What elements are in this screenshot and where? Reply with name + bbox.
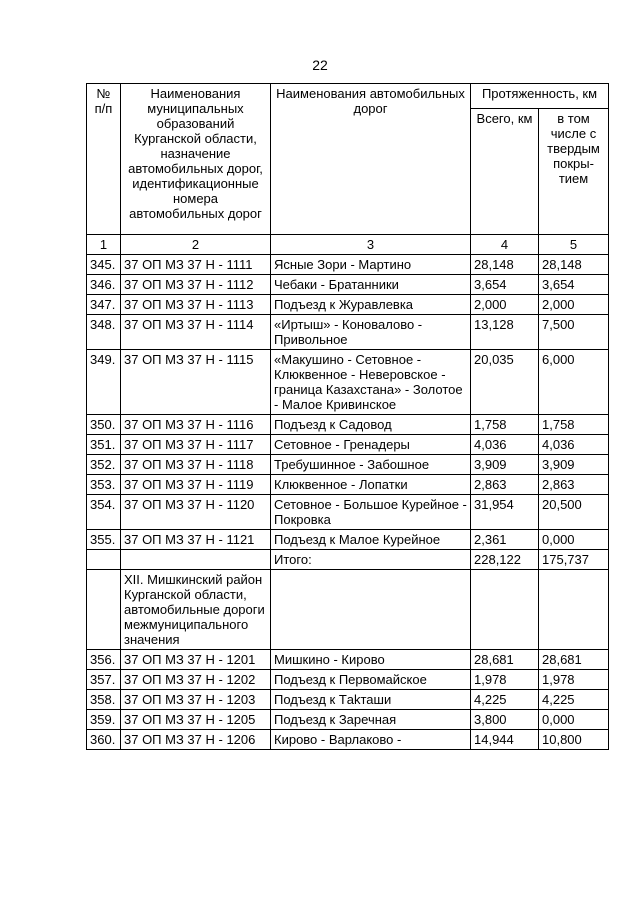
road-id: 37 ОП МЗ 37 Н - 1112 [121, 275, 271, 295]
road-id: 37 ОП МЗ 37 Н - 1113 [121, 295, 271, 315]
road-name: Сетовное - Гренадеры [271, 435, 471, 455]
table-row [87, 315, 609, 350]
roads-table [86, 83, 609, 750]
table-row [87, 295, 609, 315]
section-title: XII. Мишкинский район Курганской области, автомобильные дороги межмуниципального значения [121, 570, 271, 650]
table-row [87, 730, 609, 750]
length-hard-surface: 6,000 [539, 350, 609, 415]
length-hard-surface: 0,000 [539, 710, 609, 730]
road-name: Требушинное - Забошное [271, 455, 471, 475]
column-index: 2 [121, 235, 271, 255]
header-municipality: Наименования муниципальных образований Курганской области, назначение автомобильных дорог, идентификационные номера автомобильных дорог [121, 84, 271, 235]
road-id: 37 ОП МЗ 37 Н - 1111 [121, 255, 271, 275]
length-hard-surface: 2,000 [539, 295, 609, 315]
road-id: 37 ОП МЗ 37 Н - 1121 [121, 530, 271, 550]
row-number: 345. [87, 255, 121, 275]
header-total: Всего, км [471, 109, 539, 235]
road-name: Чебаки - Братанники [271, 275, 471, 295]
table-row [87, 455, 609, 475]
row-number: 356. [87, 650, 121, 670]
row-number: 359. [87, 710, 121, 730]
length-total: 13,128 [471, 315, 539, 350]
road-id: 37 ОП МЗ 37 Н - 1116 [121, 415, 271, 435]
length-total: 28,681 [471, 650, 539, 670]
table-row [87, 710, 609, 730]
header-hard-surface: в том числе с твердым покры-тием [539, 109, 609, 235]
length-hard-surface: 3,909 [539, 455, 609, 475]
row-number: 354. [87, 495, 121, 530]
table-row [87, 650, 609, 670]
table-row [87, 495, 609, 530]
road-id: 37 ОП МЗ 37 Н - 1201 [121, 650, 271, 670]
length-hard-surface: 0,000 [539, 530, 609, 550]
length-hard-surface: 28,681 [539, 650, 609, 670]
length-hard-surface: 1,758 [539, 415, 609, 435]
column-index: 4 [471, 235, 539, 255]
length-hard-surface: 4,036 [539, 435, 609, 455]
length-total: 1,978 [471, 670, 539, 690]
section-row [87, 570, 609, 650]
row-number: 352. [87, 455, 121, 475]
subtotal-hard-surface: 175,737 [539, 550, 609, 570]
row-number: 351. [87, 435, 121, 455]
length-total: 20,035 [471, 350, 539, 415]
length-total: 28,148 [471, 255, 539, 275]
road-id: 37 ОП МЗ 37 Н - 1205 [121, 710, 271, 730]
table-row [87, 255, 609, 275]
road-name: Мишкино - Кирово [271, 650, 471, 670]
subtotal-total: 228,122 [471, 550, 539, 570]
table-row [87, 350, 609, 415]
length-hard-surface: 3,654 [539, 275, 609, 295]
road-id: 37 ОП МЗ 37 Н - 1115 [121, 350, 271, 415]
table-row [87, 475, 609, 495]
length-total: 1,758 [471, 415, 539, 435]
length-total: 3,800 [471, 710, 539, 730]
row-number: 350. [87, 415, 121, 435]
row-number: 357. [87, 670, 121, 690]
road-id: 37 ОП МЗ 37 Н - 1114 [121, 315, 271, 350]
section-empty [87, 570, 121, 650]
subtotal-row [87, 550, 609, 570]
table-row [87, 435, 609, 455]
length-hard-surface: 1,978 [539, 670, 609, 690]
length-total: 2,863 [471, 475, 539, 495]
table-row [87, 275, 609, 295]
road-id: 37 ОП МЗ 37 Н - 1202 [121, 670, 271, 690]
length-total: 4,225 [471, 690, 539, 710]
length-total: 3,654 [471, 275, 539, 295]
row-number: 347. [87, 295, 121, 315]
road-name: Клюквенное - Лопатки [271, 475, 471, 495]
row-number: 360. [87, 730, 121, 750]
road-id: 37 ОП МЗ 37 Н - 1118 [121, 455, 271, 475]
header-length-group: Протяженность, км [471, 84, 609, 109]
road-name: Подъезд к Тakташи [271, 690, 471, 710]
length-hard-surface: 4,225 [539, 690, 609, 710]
road-id: 37 ОП МЗ 37 Н - 1203 [121, 690, 271, 710]
road-name: Подъезд к Первомайское [271, 670, 471, 690]
header-row [87, 84, 609, 109]
road-name: Ясные Зори - Мартино [271, 255, 471, 275]
road-id: 37 ОП МЗ 37 Н - 1120 [121, 495, 271, 530]
row-number: 349. [87, 350, 121, 415]
table-row [87, 415, 609, 435]
road-name: Кирово - Варлаково - [271, 730, 471, 750]
length-total: 2,000 [471, 295, 539, 315]
section-empty [271, 570, 471, 650]
length-hard-surface: 20,500 [539, 495, 609, 530]
length-total: 4,036 [471, 435, 539, 455]
column-index: 1 [87, 235, 121, 255]
road-id: 37 ОП МЗ 37 Н - 1119 [121, 475, 271, 495]
row-number: 348. [87, 315, 121, 350]
length-hard-surface: 28,148 [539, 255, 609, 275]
column-index: 5 [539, 235, 609, 255]
road-name: Подъезд к Садовод [271, 415, 471, 435]
length-total: 2,361 [471, 530, 539, 550]
table-row [87, 690, 609, 710]
length-total: 3,909 [471, 455, 539, 475]
length-hard-surface: 10,800 [539, 730, 609, 750]
row-number: 358. [87, 690, 121, 710]
row-number: 346. [87, 275, 121, 295]
road-name: Подъезд к Малое Курейное [271, 530, 471, 550]
subtotal-empty [87, 550, 121, 570]
row-number: 353. [87, 475, 121, 495]
length-hard-surface: 2,863 [539, 475, 609, 495]
section-empty [471, 570, 539, 650]
column-index: 3 [271, 235, 471, 255]
section-empty [539, 570, 609, 650]
subtotal-label: Итого: [271, 550, 471, 570]
header-number: № п/п [87, 84, 121, 235]
table-row [87, 670, 609, 690]
road-name: Подъезд к Заречная [271, 710, 471, 730]
road-id: 37 ОП МЗ 37 Н - 1206 [121, 730, 271, 750]
length-hard-surface: 7,500 [539, 315, 609, 350]
length-total: 14,944 [471, 730, 539, 750]
subtotal-empty [121, 550, 271, 570]
table-row [87, 530, 609, 550]
road-name: «Макушино - Сетовное - Клюквенное - Неверовское - граница Казахстана» - Золотое - Малое Кривинское [271, 350, 471, 415]
road-name: Сетовное - Большое Курейное - Покровка [271, 495, 471, 530]
road-id: 37 ОП МЗ 37 Н - 1117 [121, 435, 271, 455]
row-number: 355. [87, 530, 121, 550]
column-index-row [87, 235, 609, 255]
road-name: Подъезд к Журавлевка [271, 295, 471, 315]
road-name: «Иртыш» - Коновалово - Привольное [271, 315, 471, 350]
roads-table-body [87, 84, 609, 750]
length-total: 31,954 [471, 495, 539, 530]
header-road-name: Наименования автомобильных дорог [271, 84, 471, 235]
page-number: 22 [312, 57, 328, 73]
